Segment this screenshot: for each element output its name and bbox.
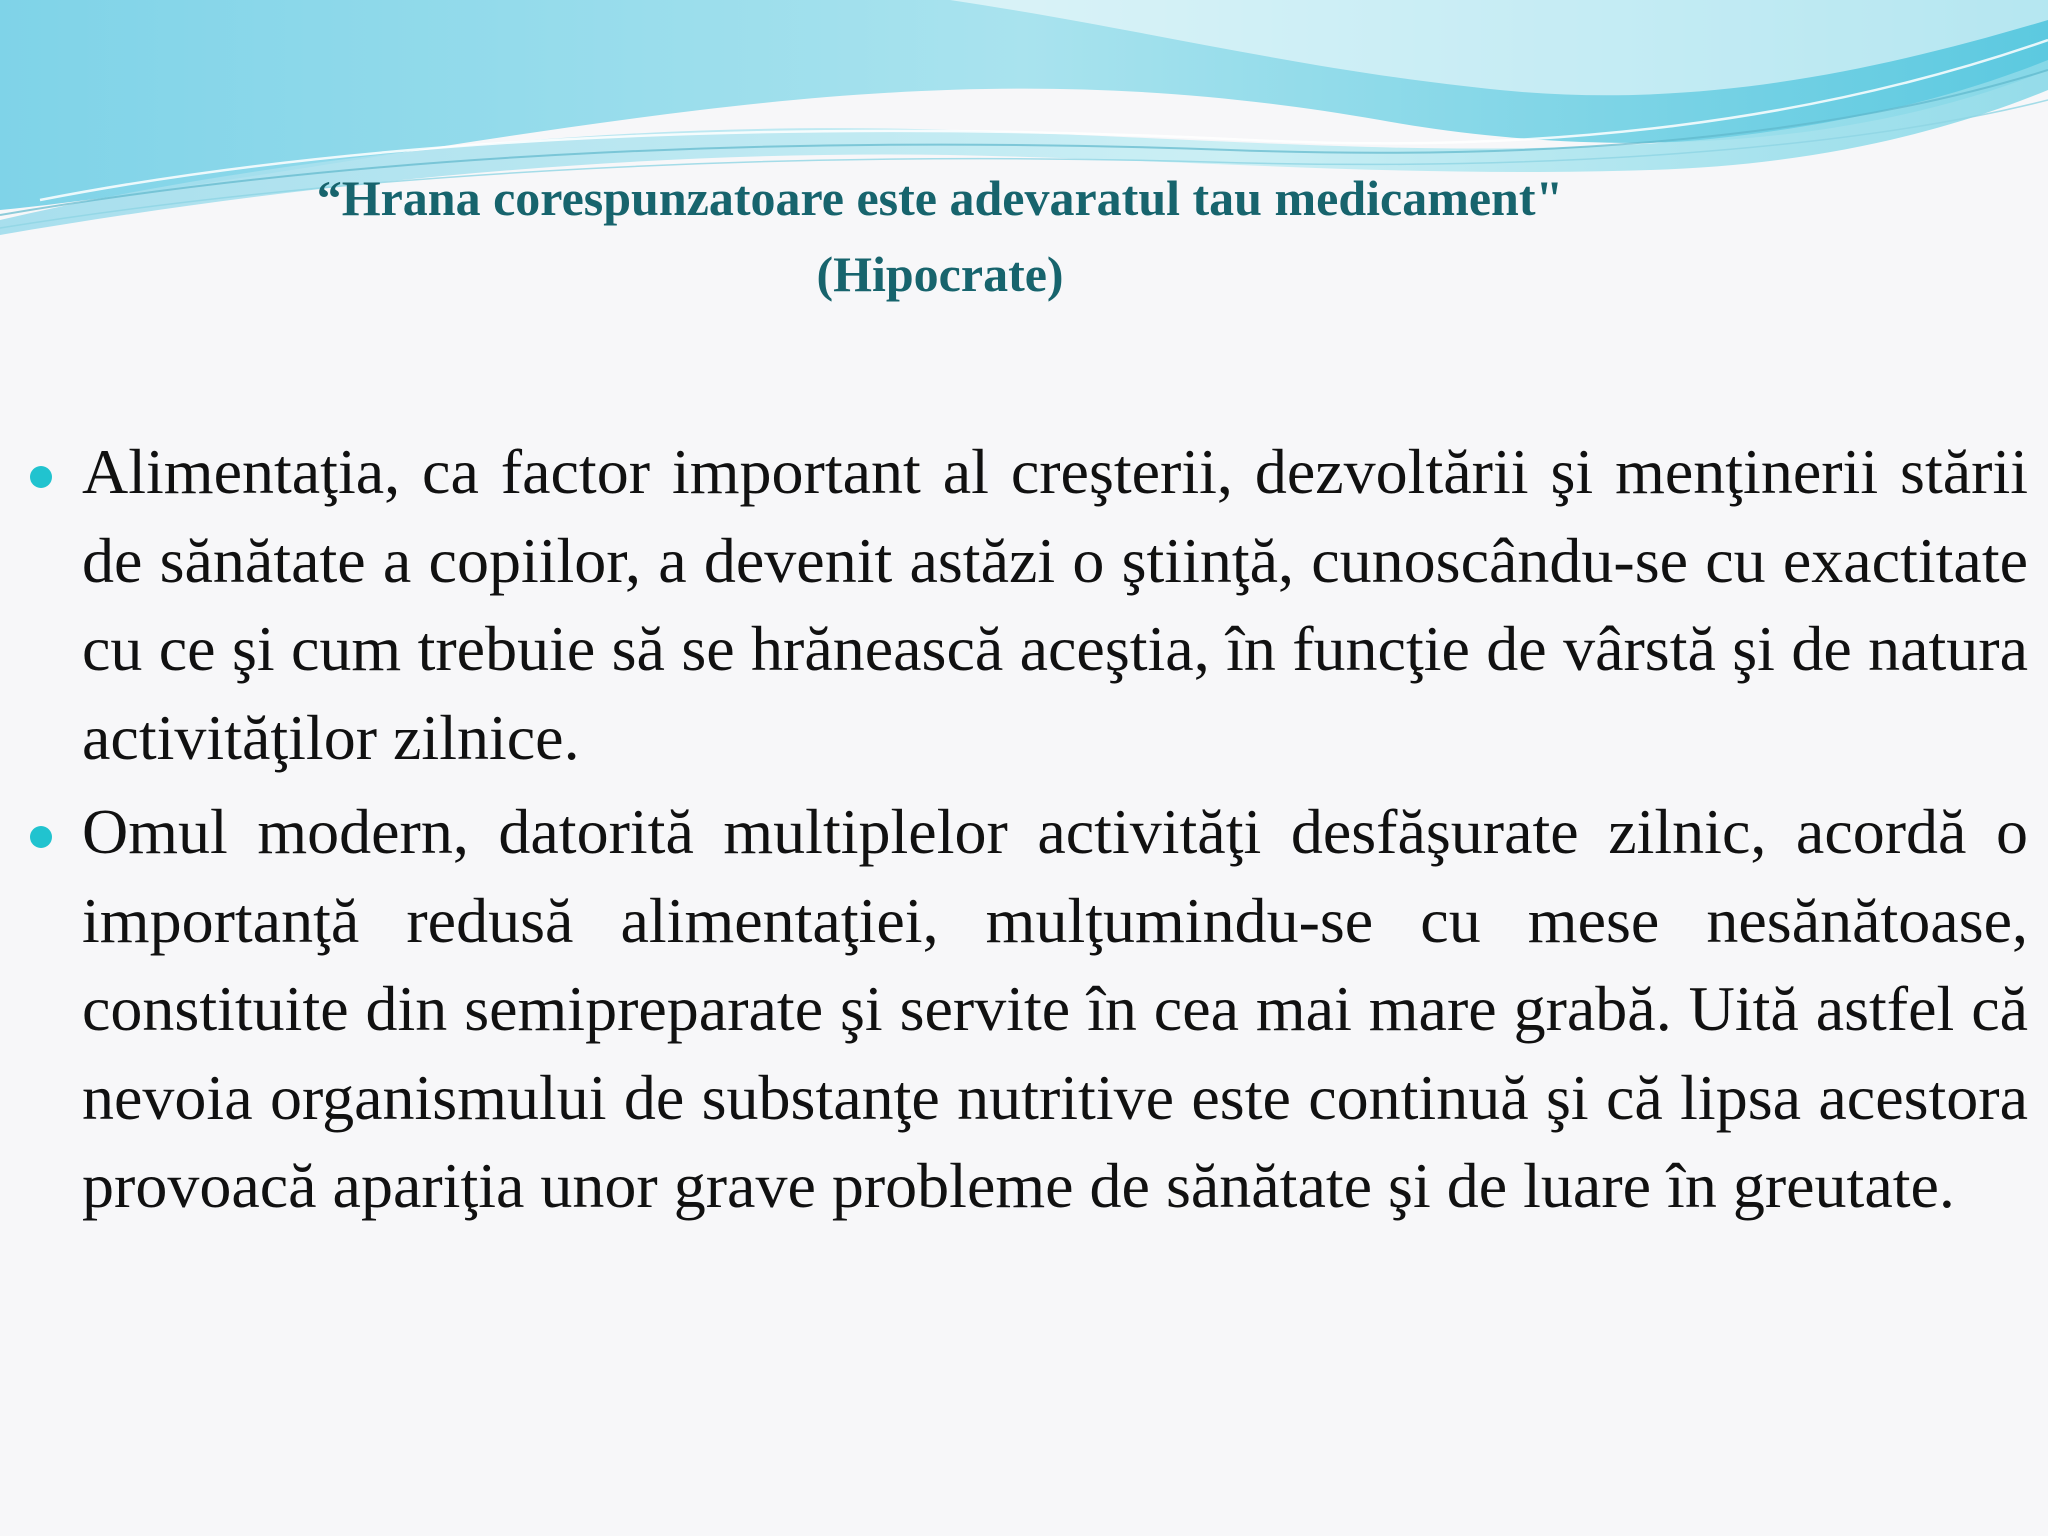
quote-author: (Hipocrate)	[816, 246, 1064, 302]
bullet-text: Alimentaţia, ca factor important al creşterii, dezvoltării şi menţinerii stării de sănătate a copiilor, a devenit astăzi o ştiinţă, cunoscându-se cu exactitate cu ce şi cum trebuie să se hrănească aceştia, în funcţie de vârstă şi de natura activităţilor zilnice.	[82, 436, 2028, 773]
list-item	[0, 428, 2048, 782]
bullet-dot-icon	[30, 826, 52, 848]
page-title	[0, 160, 1880, 312]
quote-text: “Hrana corespunzatoare este adevaratul tau medicament"	[316, 170, 1564, 226]
bullet-text: Omul modern, datorită multiplelor activităţi desfăşurate zilnic, acordă o importanţă redusă alimentaţiei, mulţumindu-se cu mese nesănătoase, constituite din semipreparate şi servite în cea mai mare grabă. Uită astfel că nevoia organismului de substanţe nutritive este continuă şi că lipsa acestora provoacă apariţia unor grave probleme de sănătate şi de luare în greutate.	[82, 796, 2028, 1221]
bullet-list	[0, 428, 2048, 1237]
list-item	[0, 788, 2048, 1231]
bullet-dot-icon	[30, 466, 52, 488]
